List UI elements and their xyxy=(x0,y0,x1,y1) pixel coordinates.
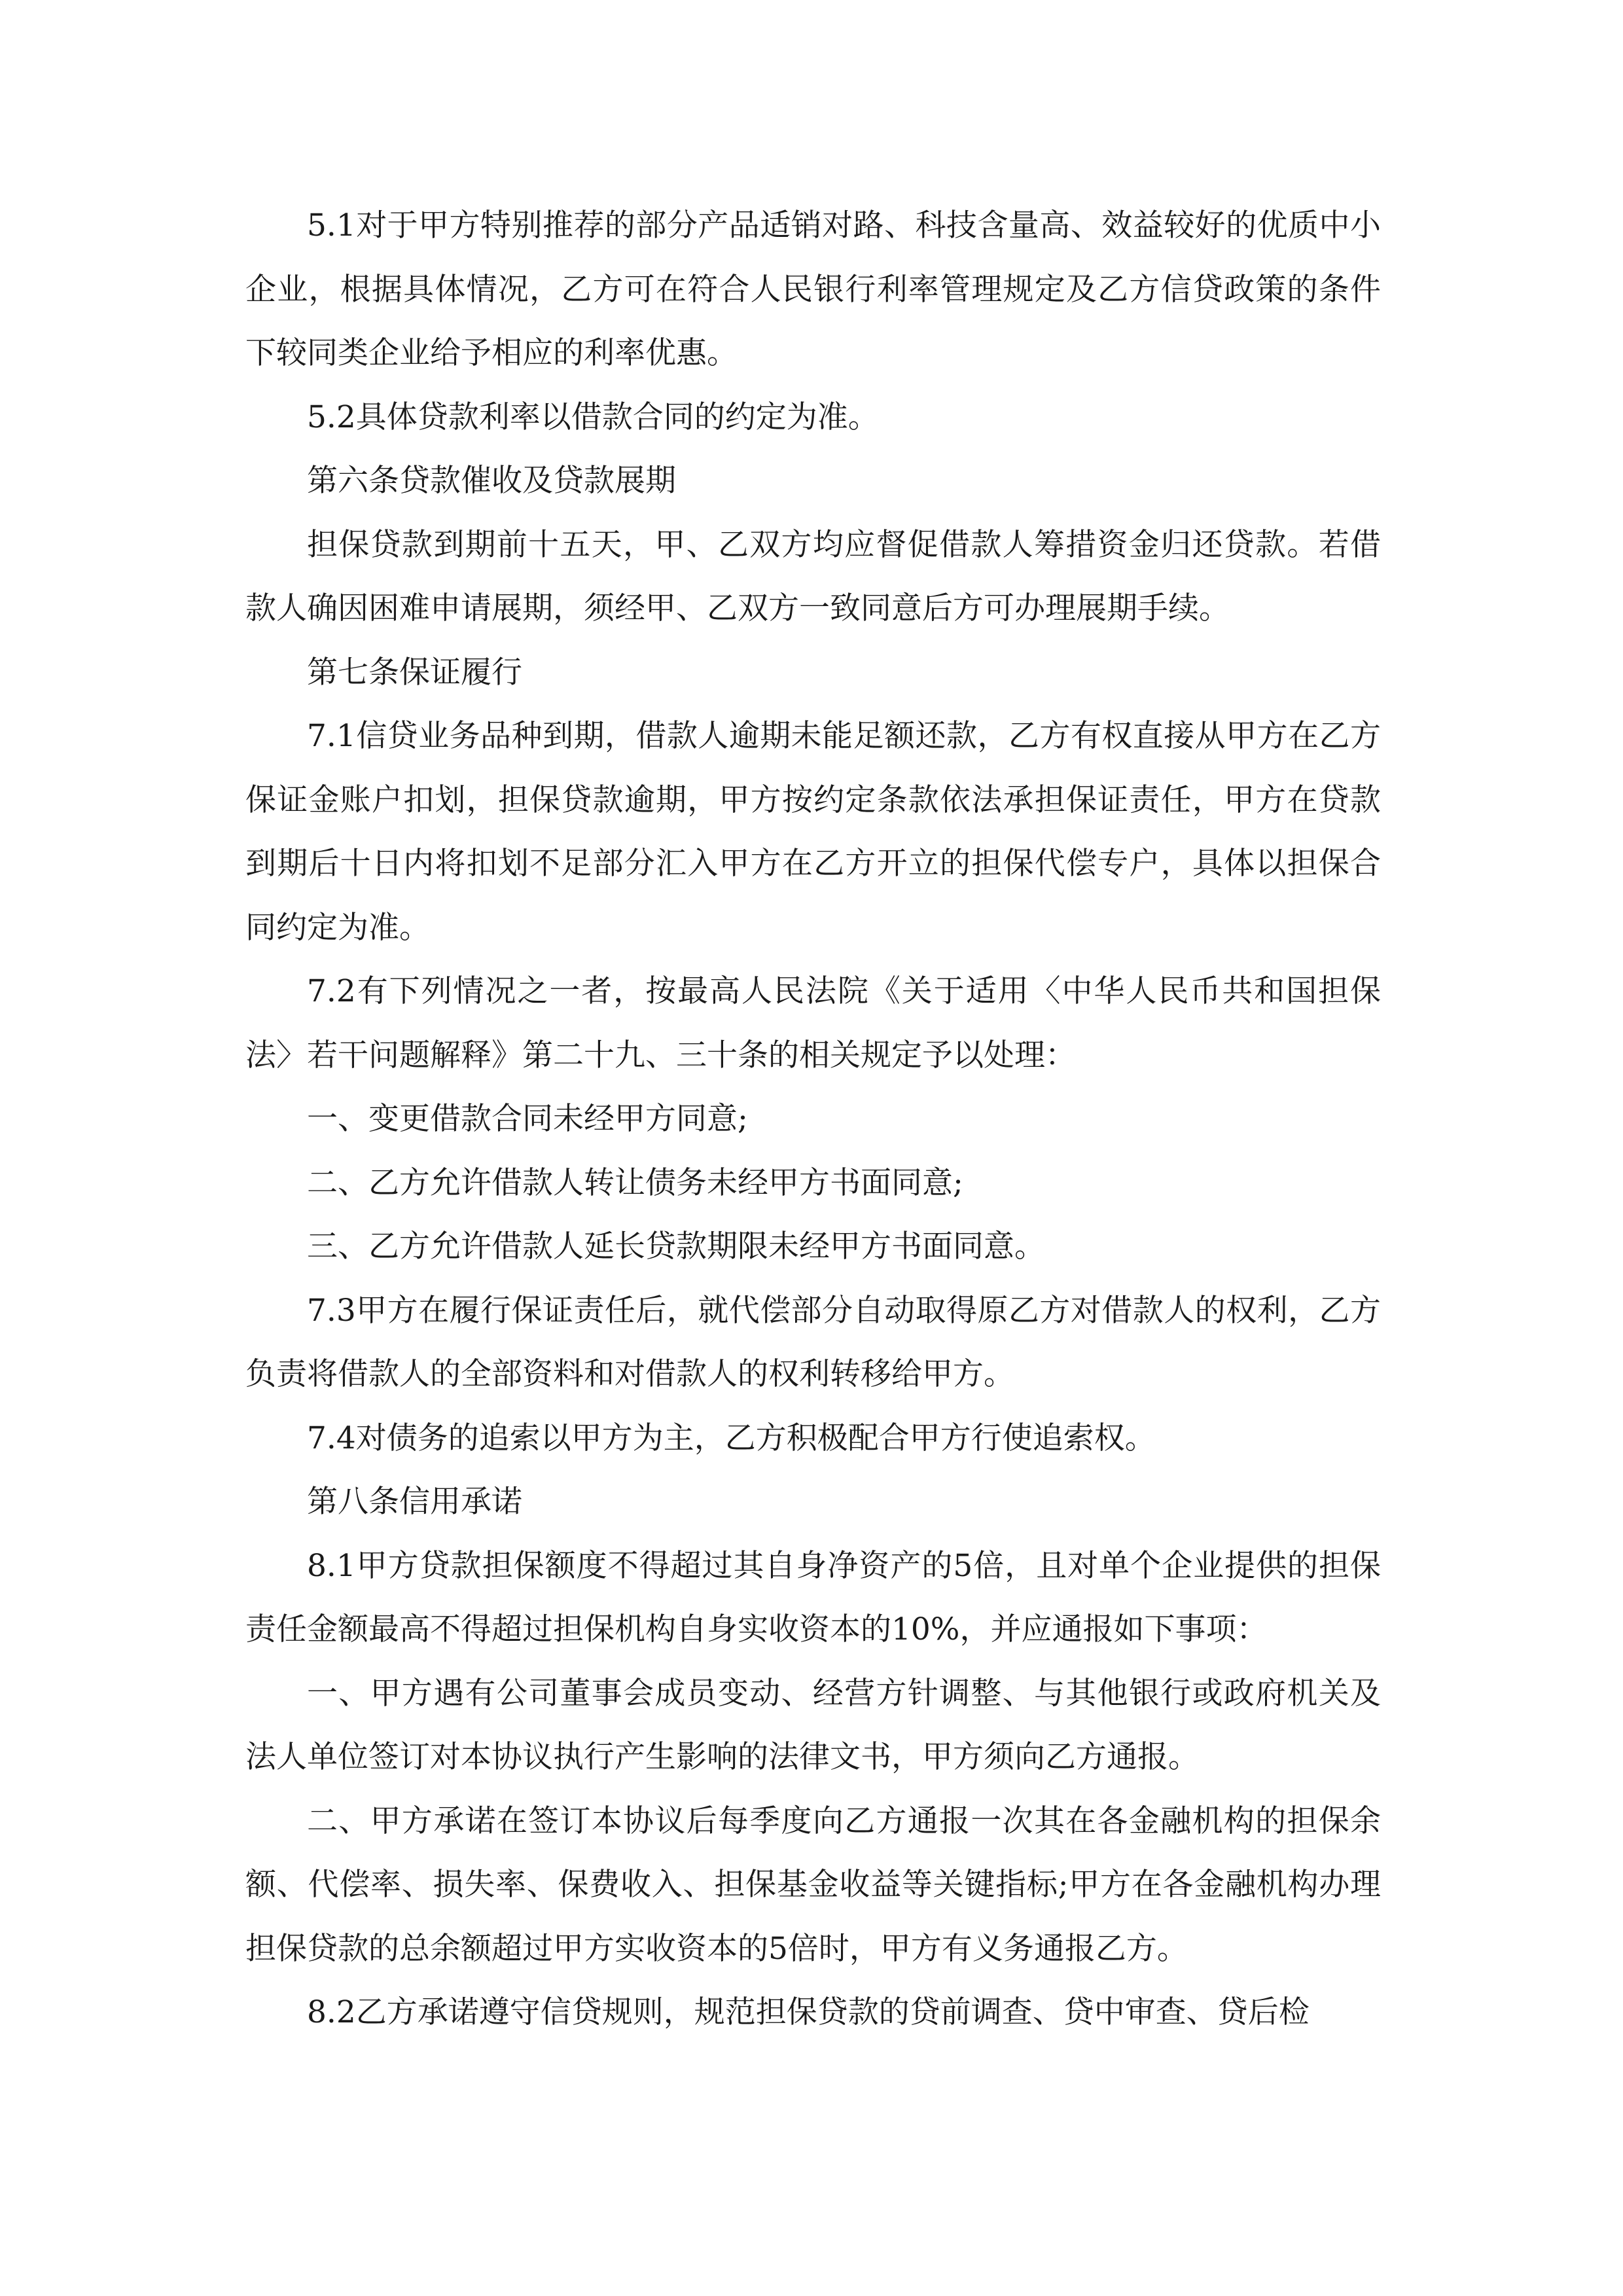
paragraph-8-1-item-2: 二、甲方承诺在签订本协议后每季度向乙方通报一次其在各金融机构的担保余额、代偿率、损失率、保费收入、担保基金收益等关键指标;甲方在各金融机构办理担保贷款的总余额超过甲方实收资本的5倍时，甲方有义务通报乙方。 xyxy=(245,1803,1381,1967)
paragraph-8-1-item-1: 一、甲方遇有公司董事会成员变动、经营方针调整、与其他银行或政府机关及法人单位签订对本协议执行产生影响的法律文书，甲方须向乙方通报。 xyxy=(245,1675,1381,1775)
document-body xyxy=(245,194,1381,2045)
paragraph-5-2: 5.2具体贷款利率以借款合同的约定为准。 xyxy=(307,399,879,435)
article-6-heading: 第六条贷款催收及贷款展期 xyxy=(307,463,676,499)
paragraph-8-1: 8.1甲方贷款担保额度不得超过其自身净资产的5倍，且对单个企业提供的担保责任金额最高不得超过担保机构自身实收资本的10%，并应通报如下事项： xyxy=(245,1547,1381,1647)
paragraph-7-2-item-2: 二、乙方允许借款人转让债务未经甲方书面同意; xyxy=(307,1164,963,1201)
paragraph-7-3: 7.3甲方在履行保证责任后，就代偿部分自动取得原乙方对借款人的权利，乙方负责将借款人的全部资料和对借款人的权利转移给甲方。 xyxy=(245,1292,1381,1392)
paragraph-8-2: 8.2乙方承诺遵守信贷规则，规范担保贷款的贷前调查、贷中审查、贷后检 xyxy=(307,1994,1310,2030)
paragraph-7-2-item-1: 一、变更借款合同未经甲方同意; xyxy=(307,1101,748,1137)
paragraph-7-4: 7.4对债务的追索以甲方为主，乙方积极配合甲方行使追索权。 xyxy=(307,1420,1156,1456)
paragraph-6-body: 担保贷款到期前十五天，甲、乙双方均应督促借款人筹措资金归还贷款。若借款人确因困难申请展期，须经甲、乙双方一致同意后方可办理展期手续。 xyxy=(245,526,1381,626)
article-8-heading: 第八条信用承诺 xyxy=(307,1484,522,1520)
article-7-heading: 第七条保证履行 xyxy=(307,654,522,691)
paragraph-7-1: 7.1信贷业务品种到期，借款人逾期未能足额还款，乙方有权直接从甲方在乙方保证金账户扣划，担保贷款逾期，甲方按约定条款依法承担保证责任，甲方在贷款到期后十日内将扣划不足部分汇入甲方在乙方开立的担保代偿专户，具体以担保合同约定为准。 xyxy=(245,718,1381,946)
paragraph-5-1: 5.1对于甲方特别推荐的部分产品适销对路、科技含量高、效益较好的优质中小企业，根据具体情况，乙方可在符合人民银行利率管理规定及乙方信贷政策的条件下较同类企业给予相应的利率优惠。 xyxy=(245,207,1381,371)
paragraph-7-2: 7.2有下列情况之一者，按最高人民法院《关于适用〈中华人民币共和国担保法〉若干问题解释》第二十九、三十条的相关规定予以处理： xyxy=(245,973,1381,1073)
paragraph-7-2-item-3: 三、乙方允许借款人延长贷款期限未经甲方书面同意。 xyxy=(307,1229,1045,1265)
